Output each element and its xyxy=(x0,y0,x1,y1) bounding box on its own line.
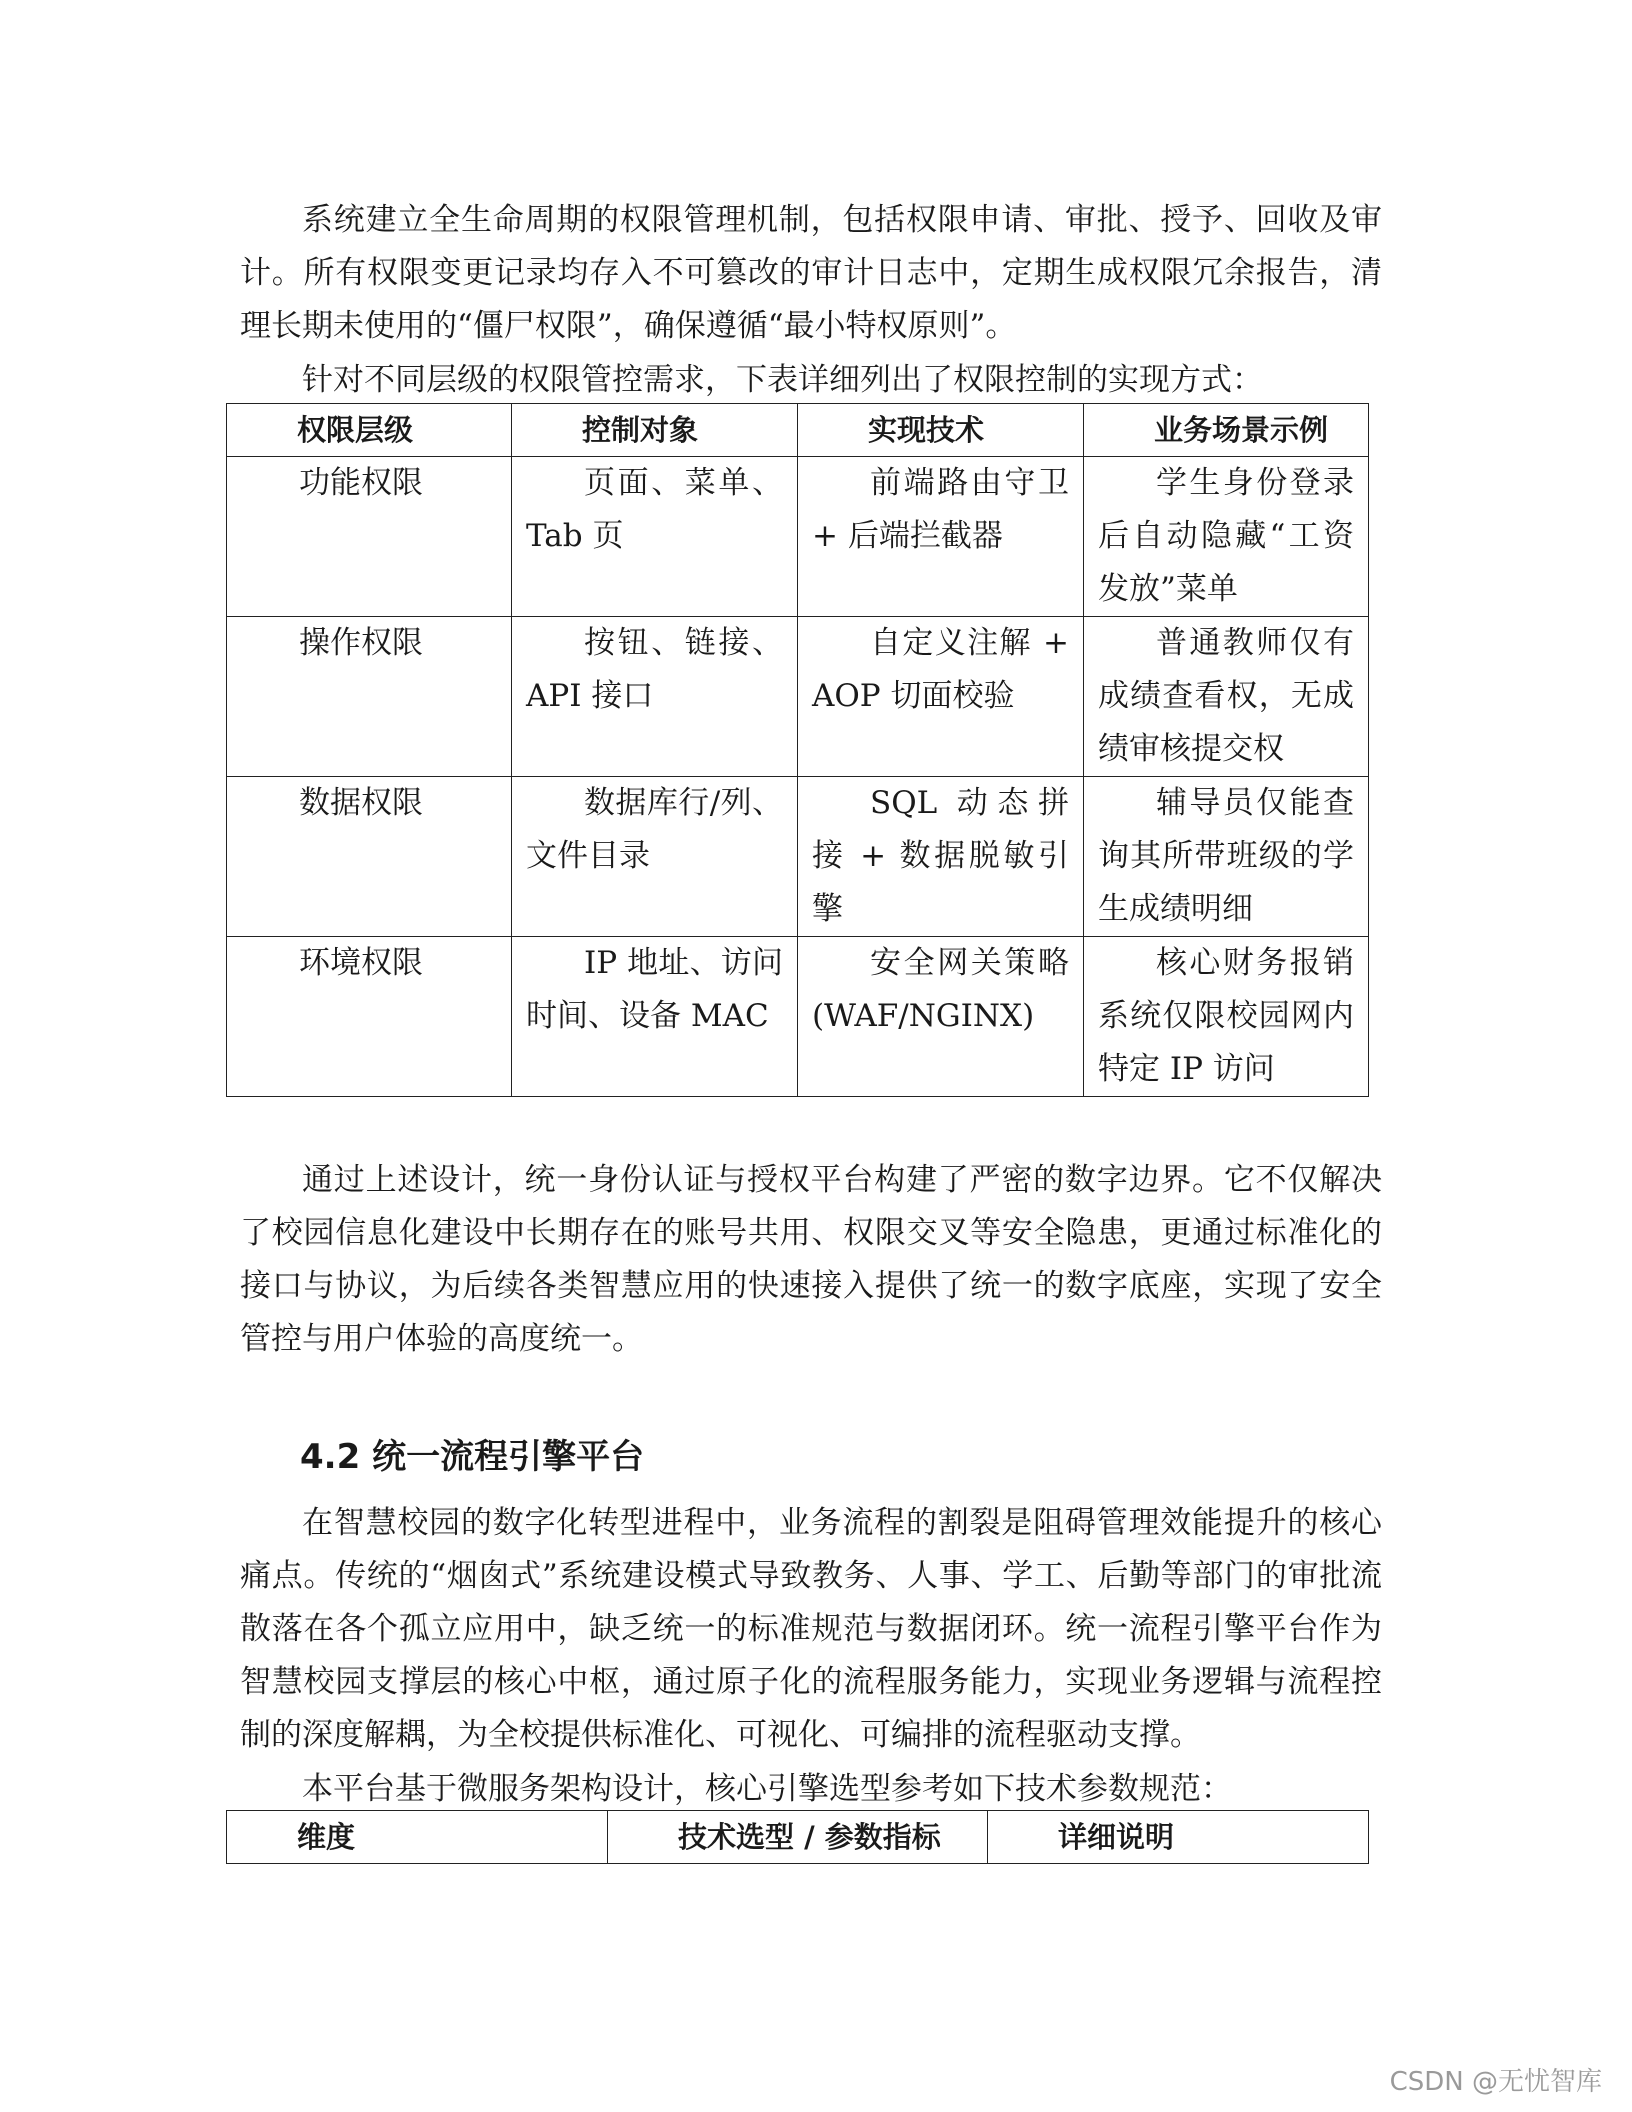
table-cell: 操作权限 xyxy=(299,625,423,661)
section-heading: 4.2 统一流程引擎平台 xyxy=(300,1437,645,1477)
table-cell: 自定义注解 + AOP 切面校验 xyxy=(812,625,1069,714)
section-paragraph: 在智慧校园的数字化转型进程中，业务流程的割裂是阻碍管理效能提升的核心痛点。传统的“烟囱式”系统建设模式导致教务、人事、学工、后勤等部门的审批流散落在各个孤立应用中，缺乏统一的标准规范与数据闭环。统一流程引擎平台作为智慧校园支撑层的核心中枢，通过原子化的流程服务能力，实现业务逻辑与流程控制的深度解耦，为全校提供标准化、可视化、可编排的流程驱动支撑。 xyxy=(240,1505,1382,1753)
table-header-cell: 控制对象 xyxy=(512,404,798,457)
table-row xyxy=(227,617,1369,777)
table-cell: 按钮、链接、API 接口 xyxy=(526,625,783,714)
table-row xyxy=(227,777,1369,937)
table-cell: 普通教师仅有成绩查看权，无成绩审核提交权 xyxy=(1098,625,1354,767)
table-header-cell: 详细说明 xyxy=(988,1811,1369,1864)
table-row xyxy=(227,937,1369,1097)
permission-table xyxy=(226,403,1369,1097)
table-cell: 前端路由守卫 + 后端拦截器 xyxy=(812,465,1069,554)
table-cell: IP 地址、访问时间、设备 MAC xyxy=(526,945,783,1034)
table-cell: 数据权限 xyxy=(299,785,423,821)
table-cell: 数据库行/列、文件目录 xyxy=(526,785,783,874)
table1-intro: 针对不同层级的权限管控需求，下表详细列出了权限控制的实现方式： xyxy=(302,362,1263,398)
table-cell: 功能权限 xyxy=(299,465,423,501)
table-header-row xyxy=(227,1811,1369,1864)
table-cell: 核心财务报销系统仅限校园网内特定 IP 访问 xyxy=(1098,945,1354,1087)
table-cell: 页面、菜单、Tab 页 xyxy=(526,465,783,554)
table-header-cell: 实现技术 xyxy=(798,404,1084,457)
table-cell: 环境权限 xyxy=(299,945,423,981)
summary-paragraph: 通过上述设计，统一身份认证与授权平台构建了严密的数字边界。它不仅解决了校园信息化建设中长期存在的账号共用、权限交叉等安全隐患，更通过标准化的接口与协议，为后续各类智慧应用的快速接入提供了统一的数字底座，实现了安全管控与用户体验的高度统一。 xyxy=(240,1162,1382,1357)
table-header-cell: 维度 xyxy=(227,1811,608,1864)
table-header-cell: 权限层级 xyxy=(227,404,512,457)
table-header-row xyxy=(227,404,1369,457)
table-header-cell: 业务场景示例 xyxy=(1084,404,1369,457)
table2-intro: 本平台基于微服务架构设计，核心引擎选型参考如下技术参数规范： xyxy=(302,1771,1232,1807)
watermark: CSDN @无忧智库 xyxy=(1389,2067,1602,2097)
table-cell: 安全网关策略 (WAF/NGINX) xyxy=(812,945,1069,1034)
table-header-cell: 技术选型 / 参数指标 xyxy=(608,1811,988,1864)
table-row xyxy=(227,457,1369,617)
table-cell: SQL 动态拼接 + 数据脱敏引擎 xyxy=(812,785,1069,927)
table-cell: 辅导员仅能查询其所带班级的学生成绩明细 xyxy=(1098,785,1354,927)
intro-paragraph: 系统建立全生命周期的权限管理机制，包括权限申请、审批、授予、回收及审计。所有权限变更记录均存入不可篡改的审计日志中，定期生成权限冗余报告，清理长期未使用的“僵尸权限”，确保遵循“最小特权原则”。 xyxy=(240,202,1382,344)
tech-params-table xyxy=(226,1810,1369,1864)
table-cell: 学生身份登录后自动隐藏“工资发放”菜单 xyxy=(1098,465,1354,607)
